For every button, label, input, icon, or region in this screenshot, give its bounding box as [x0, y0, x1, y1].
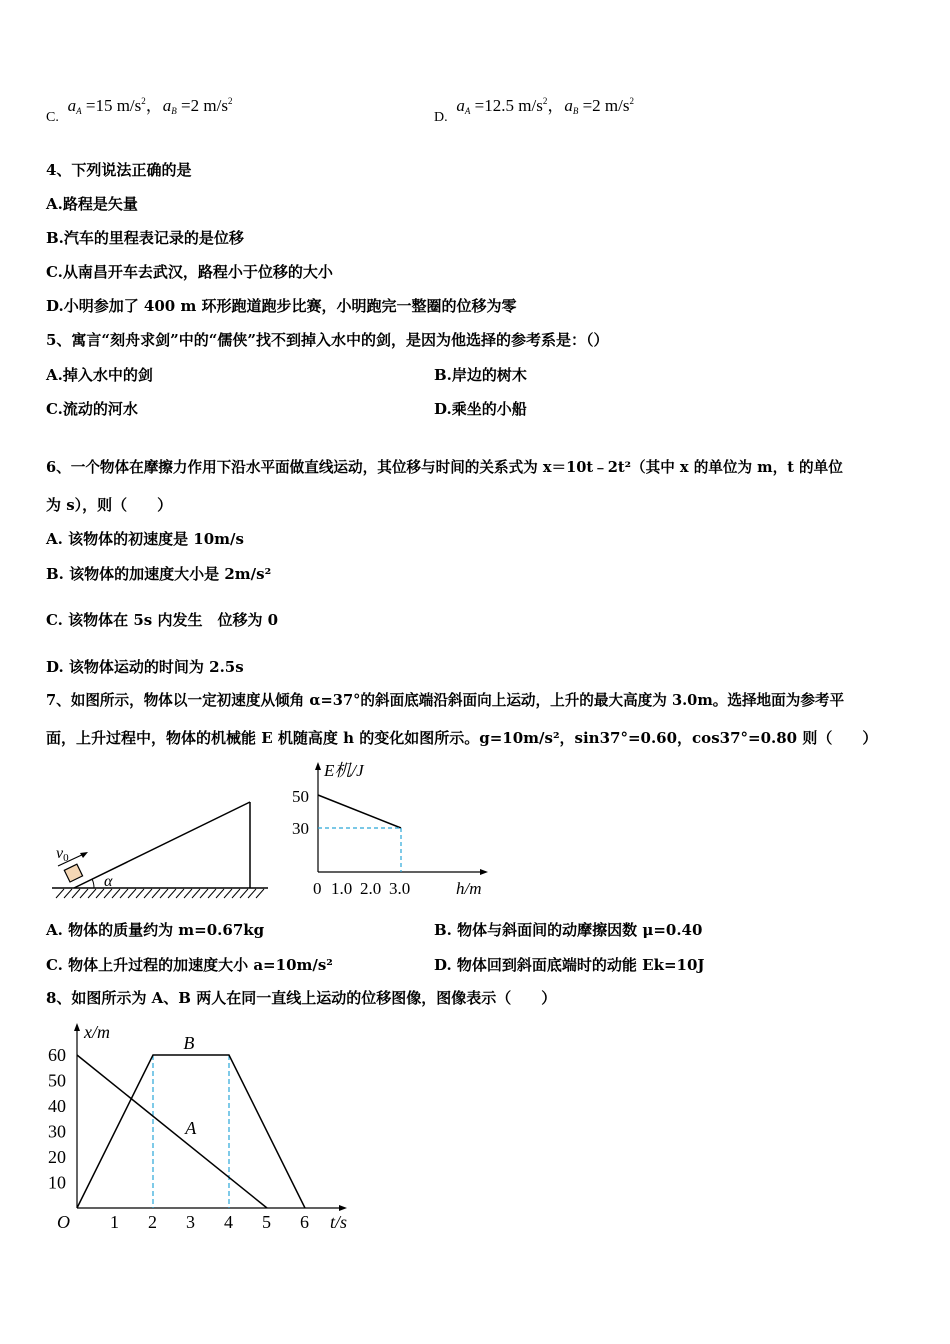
- energy-height-graph: [286, 760, 496, 902]
- formula: $a_A =15$ $m/s^2$，$a_B =2$ $m/s^2$: [67, 96, 233, 116]
- q4-option-d: D.小明参加了 400 m 环形跑道跑步比赛，小明跑完一整圈的位移为零: [46, 297, 517, 315]
- x-tick-1: 1.0: [331, 879, 353, 898]
- incline-figure: [46, 790, 276, 910]
- option-label: D.: [434, 110, 448, 125]
- y-tick-label: 60: [48, 1045, 66, 1065]
- incline-slope: [74, 802, 250, 888]
- q4-option-b: B.汽车的里程表记录的是位移: [46, 229, 244, 247]
- q5-option-c: C.流动的河水: [46, 400, 138, 418]
- q6-option-c: C. 该物体在 5s 内发生 位移为 0: [46, 611, 279, 629]
- q7-option-b: B. 物体与斜面间的动摩擦因数 μ=0.40: [434, 921, 703, 939]
- q6-option-d: D. 该物体运动的时间为 2.5s: [46, 658, 244, 676]
- q4-stem: 4、下列说法正确的是: [46, 161, 192, 179]
- y-tick-50: 50: [292, 787, 309, 806]
- x-tick-label: 4: [224, 1212, 233, 1232]
- x-tick-2: 2.0: [360, 879, 382, 898]
- ground-hatching: [56, 889, 264, 898]
- q7-option-c: C. 物体上升过程的加速度大小 a=10m/s²: [46, 956, 333, 974]
- q6-stem-line2: 为 s），则（ ）: [46, 496, 173, 514]
- q5-option-d: D.乘坐的小船: [434, 400, 527, 418]
- q6-option-b: B. 该物体的加速度大小是 2m/s²: [46, 565, 272, 583]
- q3-option-c: [46, 96, 233, 128]
- series-line-A: [77, 1055, 267, 1208]
- y-tick-label: 20: [48, 1147, 66, 1167]
- y-tick-label: 10: [48, 1172, 66, 1193]
- angle-arc: [92, 879, 94, 888]
- q4-option-c: C.从南昌开车去武汉，路程小于位移的大小: [46, 263, 333, 281]
- option-label: C.: [46, 110, 59, 125]
- y-tick-label: 40: [48, 1096, 66, 1116]
- x-tick-label: 1: [110, 1212, 119, 1232]
- position-time-chart: [40, 1018, 360, 1238]
- q7-stem-line1: 7、如图所示，物体以一定初速度从倾角 α=37°的斜面底端沿斜面向上运动，上升的最大高度为 3.0m。选择地面为参考平: [46, 692, 845, 709]
- q6-option-a: A. 该物体的初速度是 10m/s: [46, 530, 244, 548]
- y-axis-label: E机/J: [324, 761, 364, 780]
- x-axis-label: t/s: [330, 1212, 348, 1232]
- x-tick-label: 2: [148, 1212, 157, 1232]
- q5-stem: 5、寓言“刻舟求剑”中的“儒侠”找不到掉入水中的剑，是因为他选择的参考系是：（）: [46, 331, 609, 349]
- block: [64, 864, 82, 882]
- x-axis-label: h/m: [456, 879, 482, 898]
- q8-stem: 8、如图所示为 A、B 两人在同一直线上运动的位移图像，图像表示（ ）: [46, 989, 557, 1007]
- energy-line: [318, 795, 401, 828]
- q3-option-d: [434, 96, 634, 128]
- x-tick-label: 6: [300, 1212, 309, 1232]
- x-tick-label: 3: [186, 1212, 195, 1232]
- q7-option-a: A. 物体的质量约为 m=0.67kg: [46, 921, 265, 939]
- q7-stem-line2: 面，上升过程中，物体的机械能 E 机随高度 h 的变化如图所示。g=10m/s²，sin37°=0.60，cos37°=0.80 则（ ）: [46, 729, 878, 747]
- q6-stem-line1: 6、一个物体在摩擦力作用下沿水平面做直线运动，其位移与时间的关系式为 x＝10t﹣2t²（其中 x 的单位为 m，t 的单位: [46, 459, 843, 476]
- angle-label: α: [104, 873, 113, 890]
- x-tick-0: 0: [313, 879, 322, 898]
- x-tick-3: 3.0: [389, 879, 411, 898]
- x-tick-label: 5: [262, 1212, 271, 1232]
- q5-option-a: A.掉入水中的剑: [46, 366, 153, 384]
- v0-label: v0: [56, 845, 69, 864]
- formula: $a_A =12.5$ $m/s^2$，$a_B =2$ $m/s^2$: [456, 96, 634, 116]
- series-label-A: A: [185, 1118, 197, 1139]
- y-tick-30: 30: [292, 819, 309, 838]
- q4-option-a: A.路程是矢量: [46, 195, 138, 213]
- q7-option-d: D. 物体回到斜面底端时的动能 Ek=10J: [434, 956, 705, 974]
- q5-option-b: B.岸边的树木: [434, 366, 527, 384]
- x-tick-label: O: [57, 1212, 70, 1232]
- y-tick-label: 30: [48, 1121, 66, 1142]
- series-label-B: B: [183, 1033, 195, 1053]
- y-axis-label: x/m: [84, 1022, 110, 1042]
- y-tick-label: 50: [48, 1070, 66, 1091]
